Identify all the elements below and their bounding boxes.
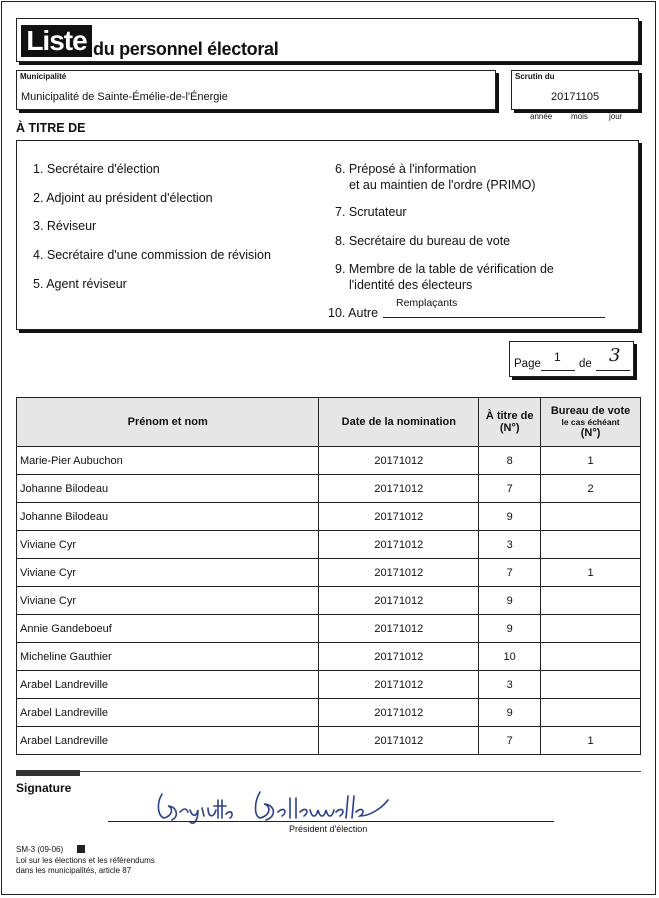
cell-titre[interactable]: 3 [479, 531, 541, 559]
municipality-label: Municipalité [20, 72, 67, 81]
date-label-year: année [530, 112, 553, 121]
table-header-row [17, 398, 641, 447]
col-header-titre-sub: (N°) [499, 422, 520, 434]
footer-law-line1: Loi sur les élections et les référendums [16, 856, 155, 865]
cell-bureau[interactable]: 2 [541, 475, 641, 503]
role-option-6-line1: 6. Préposé à l'information [335, 162, 477, 176]
scrutin-date-field[interactable]: 20171105 [551, 91, 600, 103]
role-option-2: 2. Adjoint au président d'élection [33, 191, 213, 205]
role-option-9-line2: l'identité des électeurs [349, 278, 473, 292]
cell-bureau[interactable]: 1 [541, 447, 641, 475]
table-row [17, 587, 641, 615]
cell-name[interactable]: Viviane Cyr [17, 587, 319, 615]
table-row [17, 615, 641, 643]
table-row [17, 531, 641, 559]
cell-titre[interactable]: 7 [479, 727, 541, 755]
cell-date[interactable]: 20171012 [319, 531, 479, 559]
col-header-bureau [541, 398, 641, 447]
cell-titre[interactable]: 8 [479, 447, 541, 475]
cell-name[interactable]: Marie-Pier Aubuchon [17, 447, 319, 475]
scrutin-label: Scrutin du [515, 72, 555, 81]
page-label: Page [514, 358, 541, 370]
cell-titre[interactable]: 9 [479, 699, 541, 727]
cell-date[interactable]: 20171012 [319, 503, 479, 531]
signature-label: Signature [16, 781, 72, 795]
cell-titre[interactable]: 9 [479, 615, 541, 643]
municipality-field[interactable]: Municipalité de Sainte-Émélie-de-l'Énergie [21, 91, 228, 103]
signature-underline [108, 821, 554, 822]
cell-titre[interactable]: 10 [479, 643, 541, 671]
cell-name[interactable]: Arabel Landreville [17, 671, 319, 699]
page-number-underline [541, 370, 575, 371]
cell-name[interactable]: Viviane Cyr [17, 559, 319, 587]
cell-bureau[interactable] [541, 587, 641, 615]
cell-titre[interactable]: 7 [479, 475, 541, 503]
table-row [17, 727, 641, 755]
role-option-5: 5. Agent réviseur [33, 277, 127, 291]
col-header-name: Prénom et nom [17, 398, 319, 447]
date-label-month: mois [571, 112, 588, 121]
cell-name[interactable]: Johanne Bilodeau [17, 503, 319, 531]
footer-law-line2: dans les municipalités, article 87 [16, 866, 132, 875]
col-header-bureau-label: Bureau de vote [550, 405, 631, 417]
personnel-table [16, 397, 641, 755]
role-option-3: 3. Réviseur [33, 219, 97, 233]
cell-name[interactable]: Micheline Gauthier [17, 643, 319, 671]
col-header-titre [479, 398, 541, 447]
signature-marker-bar [16, 770, 80, 776]
of-label: de [579, 358, 592, 370]
cell-bureau[interactable] [541, 643, 641, 671]
role-options-box [16, 140, 639, 330]
cell-name[interactable]: Arabel Landreville [17, 699, 319, 727]
table-row [17, 559, 641, 587]
role-option-10: 10. Autre [328, 306, 379, 320]
table-row [17, 503, 641, 531]
cell-bureau[interactable] [541, 615, 641, 643]
cell-bureau[interactable] [541, 503, 641, 531]
total-pages-field[interactable]: 3 [609, 345, 621, 366]
cell-bureau[interactable] [541, 671, 641, 699]
cell-name[interactable]: Johanne Bilodeau [17, 475, 319, 503]
cell-name[interactable]: Annie Gandeboeuf [17, 615, 319, 643]
signature-role: Président d'élection [289, 824, 368, 834]
section-heading: À TITRE DE [16, 121, 86, 135]
form-title: du personnel électoral [93, 39, 279, 59]
scrutin-box [511, 70, 639, 110]
form-logo: Liste [21, 25, 92, 57]
table-row [17, 475, 641, 503]
form-title-box [16, 18, 639, 62]
col-header-bureau-sub1: le cas échéant [561, 417, 620, 427]
municipality-box [16, 70, 496, 110]
col-header-bureau-sub2: (N°) [580, 427, 601, 439]
cell-date[interactable]: 20171012 [319, 615, 479, 643]
role-option-1: 1. Secrétaire d'élection [33, 162, 160, 176]
cell-date[interactable]: 20171012 [319, 587, 479, 615]
page-number-field[interactable]: 1 [554, 350, 561, 364]
signature-drawing [150, 786, 410, 826]
page-indicator [509, 341, 634, 377]
other-role-field[interactable]: Remplaçants [396, 297, 458, 309]
cell-bureau[interactable] [541, 531, 641, 559]
form-code: SM-3 (09-06) [16, 845, 64, 854]
role-option-8: 8. Secrétaire du bureau de vote [335, 234, 511, 248]
cell-name[interactable]: Arabel Landreville [17, 727, 319, 755]
table-row [17, 671, 641, 699]
cell-bureau[interactable]: 1 [541, 559, 641, 587]
cell-titre[interactable]: 3 [479, 671, 541, 699]
cell-date[interactable]: 20171012 [319, 475, 479, 503]
col-header-titre-label: À titre de [485, 410, 534, 422]
cell-date[interactable]: 20171012 [319, 643, 479, 671]
handwritten-signature[interactable] [150, 786, 410, 826]
other-role-underline [383, 317, 605, 318]
table-row [17, 643, 641, 671]
cell-date[interactable]: 20171012 [319, 699, 479, 727]
table-row [17, 447, 641, 475]
signature-separator [16, 771, 641, 772]
cell-date[interactable]: 20171012 [319, 447, 479, 475]
role-option-4: 4. Secrétaire d'une commission de révision [33, 248, 271, 262]
cell-titre[interactable]: 7 [479, 559, 541, 587]
role-option-9-line1: 9. Membre de la table de vérification de [335, 262, 554, 276]
cell-name[interactable]: Viviane Cyr [17, 531, 319, 559]
table-row [17, 699, 641, 727]
cell-date[interactable]: 20171012 [319, 671, 479, 699]
role-option-6-line2: et au maintien de l'ordre (PRIMO) [349, 178, 536, 192]
col-header-date: Date de la nomination [319, 398, 479, 447]
cell-bureau[interactable] [541, 699, 641, 727]
total-pages-underline [596, 370, 630, 371]
cell-date[interactable]: 20171012 [319, 727, 479, 755]
cell-titre[interactable]: 9 [479, 503, 541, 531]
cell-bureau[interactable]: 1 [541, 727, 641, 755]
role-option-7: 7. Scrutateur [335, 205, 407, 219]
date-label-day: jour [609, 112, 623, 121]
form-code-marker [77, 845, 85, 853]
cell-titre[interactable]: 9 [479, 587, 541, 615]
cell-date[interactable]: 20171012 [319, 559, 479, 587]
